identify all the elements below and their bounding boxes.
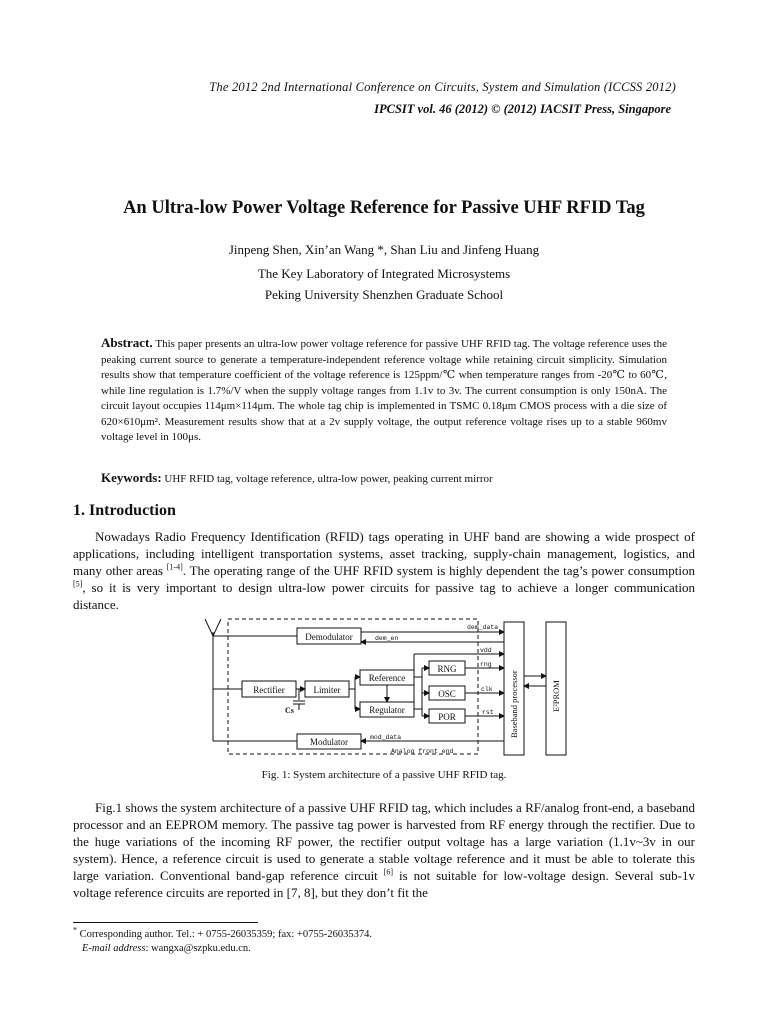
intro-p1-text-a: Nowadays Radio Frequency Identification (RFID) tags operating in UHF band are showing a wide prospect of applications, including intelligent transportation systems, asset tracking, supply-chain management, logistics, and many other areas bbox=[73, 529, 695, 578]
block-osc bbox=[429, 686, 465, 700]
footnote-email-address[interactable]: : wangxa@szpku.edu.cn. bbox=[145, 943, 251, 954]
signal-dem-en: dem_en bbox=[375, 635, 399, 642]
label-modulator: Modulator bbox=[310, 737, 348, 747]
signal-mod-data: mod_data bbox=[370, 734, 402, 741]
system-architecture-figure bbox=[195, 614, 577, 760]
signal-clk: clk bbox=[481, 686, 493, 693]
keywords-label: Keywords: bbox=[101, 470, 162, 485]
affiliation-line-2: Peking University Shenzhen Graduate School bbox=[264, 287, 504, 302]
label-analog-front-end: Analog front end bbox=[391, 748, 454, 755]
label-por: POR bbox=[438, 712, 456, 722]
signal-vdd: vdd bbox=[480, 647, 492, 654]
label-eeprom: E²PROM bbox=[551, 680, 561, 712]
citation-1-4: [1-4] bbox=[166, 562, 183, 572]
intro-p2-text-a: Fig.1 shows the system architecture of a passive UHF RFID tag, which includes a RF/analog front-end, a baseband processor and an EEPROM memory. The passive tag power is harvested from RF energy through the rectifier. Due to the huge variations of the incoming RF power, the rectifier output voltage has a large variation (1.1v~3v in our system). Hence, a reference circuit is used to generate a stable voltage reference and it must be able to tolerate this large variation. Conventional band-gap reference circuit bbox=[73, 800, 695, 883]
label-limiter: Limiter bbox=[313, 685, 341, 695]
block-limiter bbox=[305, 681, 349, 697]
intro-p1-text-b: . The operating range of the UHF RFID system is highly dependent the tag’s power consumption bbox=[182, 563, 695, 578]
affiliation-line-1: The Key Laboratory of Integrated Microsystems bbox=[257, 266, 511, 281]
block-por bbox=[429, 709, 465, 723]
footnote-corresponding bbox=[73, 925, 372, 940]
publication-header: IPCSIT vol. 46 (2012) © (2012) IACSIT Press, Singapore bbox=[374, 102, 671, 116]
footnote-email bbox=[82, 943, 251, 954]
label-rectifier: Rectifier bbox=[253, 685, 285, 695]
abstract-text: This paper presents an ultra-low power voltage reference for passive UHF RFID tag. The voltage reference uses the peaking current source to generate a temperature-independent reference voltage while retaining circuit simplicity. Simulation results show that temperature coefficient of the voltage reference is 125ppm/℃ when temperature ranges from -20℃ to 60℃, while line regulation is 1.7%/V when the supply voltage ranges from 1.1v to 3v. The current consumption is only 150nA. The circuit layout occupies 114μm×114μm. The whole tag chip is implemented in TSMC 0.18μm CMOS process with a die size of 620×610μm². Measurement results show that at a 2v supply voltage, the output reference voltage rises up to a stable 960mv voltage level in 100μs. bbox=[101, 338, 667, 443]
block-regulator bbox=[360, 702, 414, 717]
block-modulator bbox=[297, 734, 361, 749]
footnote-marker: * bbox=[73, 925, 77, 935]
keywords bbox=[101, 470, 667, 486]
block-baseband-processor bbox=[504, 622, 524, 755]
paper-title: An Ultra-low Power Voltage Reference for Passive UHF RFID Tag bbox=[123, 198, 645, 218]
antenna-icon bbox=[205, 619, 297, 741]
label-reference: Reference bbox=[368, 673, 406, 683]
intro-paragraph-2 bbox=[73, 799, 695, 901]
block-demodulator bbox=[297, 628, 361, 644]
footnote-email-label: E-mail address bbox=[82, 943, 146, 954]
intro-p1-text-c: , so it is very important to design ultra-low power circuits for passive tag to achieve a longer communication distance. bbox=[73, 580, 695, 612]
footnote-corresponding-text: Corresponding author. Tel.: + 0755-26035359; fax: +0755-26035374. bbox=[77, 929, 372, 940]
capacitor-cs-icon bbox=[285, 689, 305, 715]
signal-rng: rng bbox=[480, 661, 492, 668]
keywords-text: UHF RFID tag, voltage reference, ultra-low power, peaking current mirror bbox=[164, 473, 493, 485]
label-rng: RNG bbox=[437, 664, 457, 674]
figure-caption: Fig. 1: System architecture of a passive UHF RFID tag. bbox=[261, 769, 507, 781]
signal-dem-data: dem_data bbox=[467, 624, 499, 631]
label-demodulator: Demodulator bbox=[305, 632, 353, 642]
section-heading-introduction: 1. Introduction bbox=[73, 502, 176, 519]
intro-paragraph-1 bbox=[73, 528, 695, 613]
label-cs: Cs bbox=[285, 706, 294, 715]
block-reference bbox=[360, 670, 414, 685]
abstract-label: Abstract. bbox=[101, 335, 153, 350]
paper-authors: Jinpeng Shen, Xin’an Wang *, Shan Liu and Jinfeng Huang bbox=[228, 242, 540, 257]
label-baseband: Baseband processor bbox=[509, 670, 519, 738]
conference-header: The 2012 2nd International Conference on Circuits, System and Simulation (ICCSS 2012) bbox=[209, 80, 676, 94]
intro-p2-text-b: is not suitable for low-voltage design. Several sub-1v voltage reference circuits are reported in [7, 8], but they don’t fit the bbox=[73, 868, 695, 900]
block-eeprom bbox=[546, 622, 566, 755]
citation-6: [6] bbox=[383, 867, 394, 877]
abstract bbox=[101, 335, 667, 446]
label-osc: OSC bbox=[438, 689, 456, 699]
block-rectifier bbox=[242, 681, 296, 697]
signal-rst: rst bbox=[482, 709, 494, 716]
footnote-divider bbox=[73, 922, 258, 923]
citation-5: [5] bbox=[73, 579, 83, 589]
label-regulator: Regulator bbox=[369, 705, 405, 715]
block-rng bbox=[429, 661, 465, 675]
